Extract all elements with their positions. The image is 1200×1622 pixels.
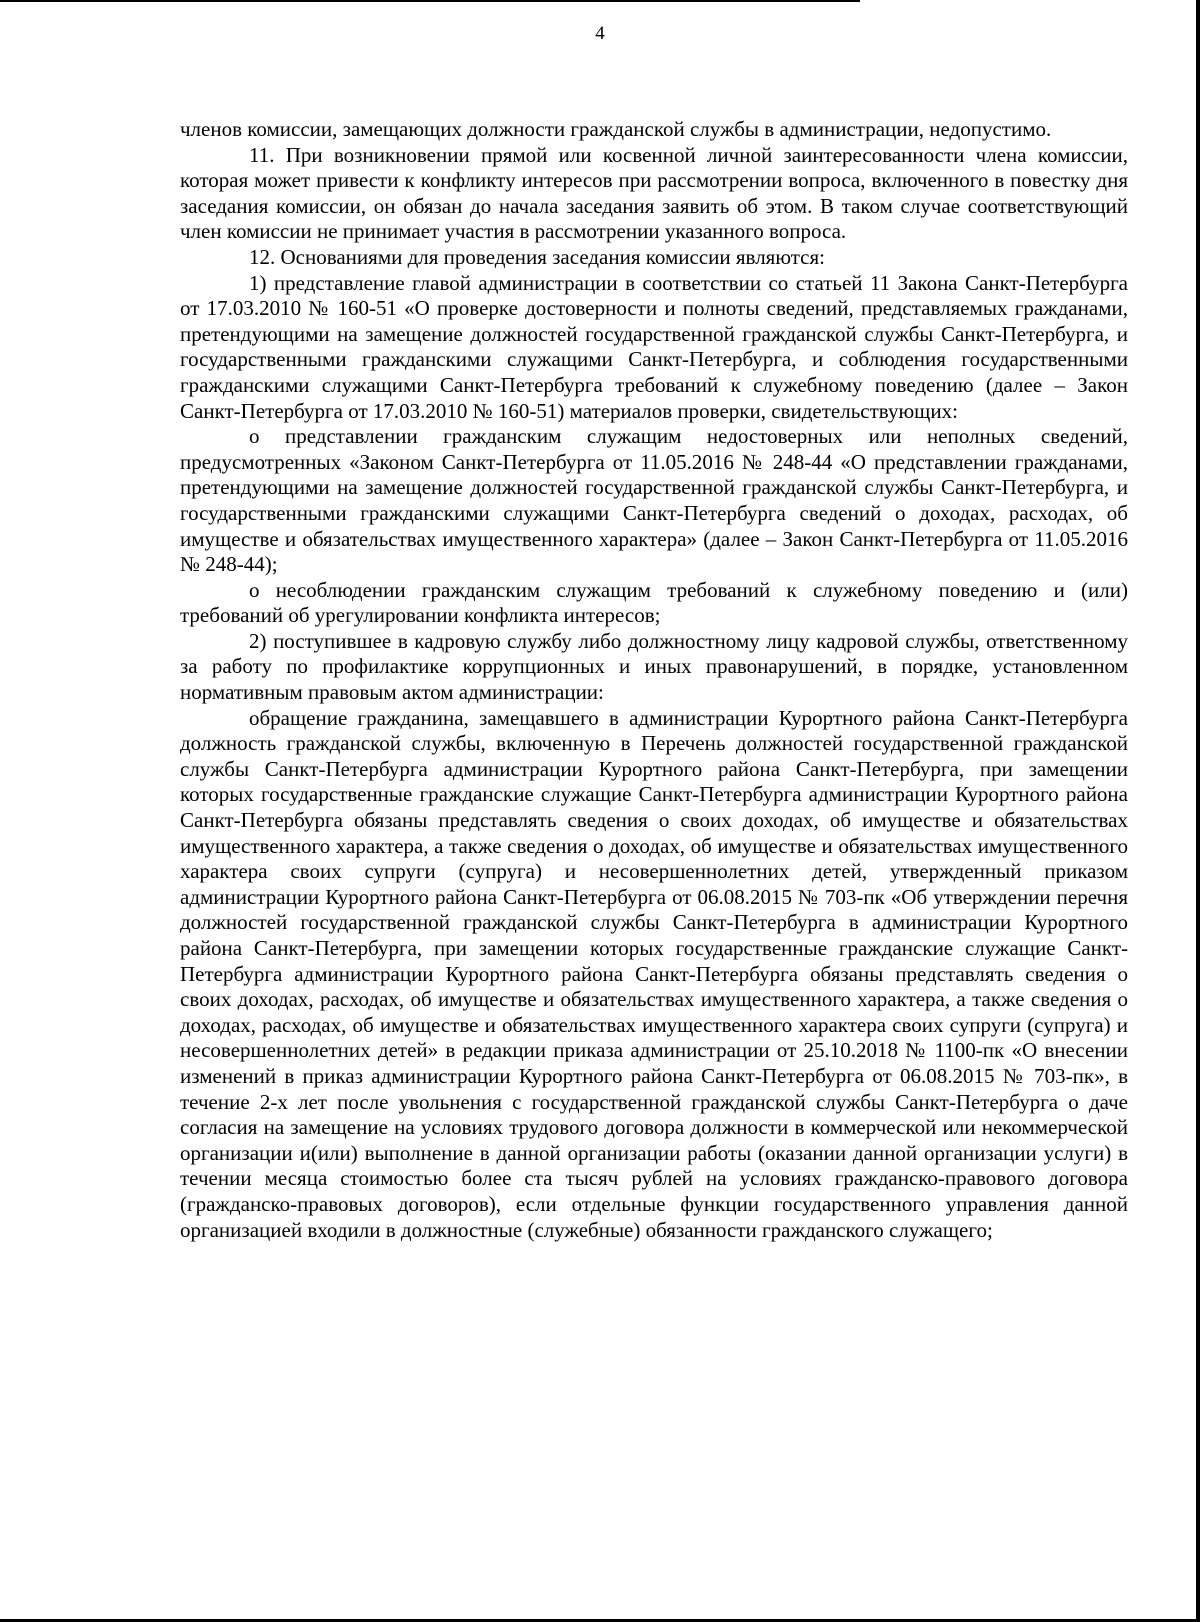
page-number: 4 (595, 23, 605, 44)
paragraph-item-12: 12. Основаниями для проведения заседания комиссии являются: (249, 244, 825, 269)
paragraph-subitem-1: 1) представление главой администрации в соответствии со статьей 11 Закона Санкт-Петербурга от 17.03.2010 № 160-51 «О проверке достоверности и полноты сведений, представляемых гражданами, претендующими на замещение должностей государственной гражданской службы Санкт-Петербурга, и государственными гражданскими служащими Санкт-Петербурга, и соблюдения государственными гражданскими служащими Санкт-Петербурга требований к служебному поведению (далее – Закон Санкт-Петербурга от 17.03.2010 № 160-51) материалов проверки, свидетельствующих: (180, 270, 1128, 423)
scan-top-edge-mark (0, 0, 860, 2)
paragraph-item-11: 11. При возникновении прямой или косвенной личной заинтересованности члена комиссии, которая может привести к конфликту интересов при рассмотрении вопроса, включенного в повестку дня заседания комиссии, он обязан до начала заседания заявить об этом. В таком случае соответствующий член комиссии не принимает участия в рассмотрении указанного вопроса. (180, 142, 1128, 244)
paragraph-citizen-appeal: обращение гражданина, замещавшего в администрации Курортного района Санкт-Петербурга должность гражданской службы, включенную в Перечень должностей государственной гражданской службы Санкт-Петербурга администрации Курортного района Санкт-Петербурга, при замещении которых государственные гражданские служащие Санкт-Петербурга администрации Курортного района Санкт-Петербурга обязаны представлять сведения о своих доходах, об имуществе и обязательствах имущественного характера, а также сведения о доходах, об имуществе и обязательствах имущественного характера своих супруги (супруга) и несовершеннолетних детей, утвержденный приказом администрации Курортного района Санкт-Петербурга от 06.08.2015 № 703-пк «Об утверждении перечня должностей государственной гражданской службы Санкт-Петербурга в администрации Курортного района Санкт-Петербурга, при замещении которых государственные гражданские служащие Санкт-Петербурга администрации Курортного района Санкт-Петербурга обязаны представлять сведения о своих доходах, расходах, об имуществе и обязательствах имущественного характера, а также сведения о доходах, расходах, об имуществе и обязательствах имущественного характера своих супруги (супруга) и несовершеннолетних детей» в редакции приказа администрации от 25.10.2018 № 1100-пк «О внесении изменений в приказ администрации Курортного района Санкт-Петербурга от 06.08.2015 № 703-пк», в течение 2-х лет после увольнения с государственной гражданской службы Санкт-Петербурга о даче согласия на замещение на условиях трудового договора должности в коммерческой или некоммерческой организации и(или) выполнение в данной организации работы (оказании данной организации услуги) в течении месяца стоимостью более ста тысяч рублей на условиях гражданско-правового договора (гражданско-правовых договоров), если отдельные функции государственного управления данной организацией входили в должностные (служебные) обязанности гражданского служащего; (180, 705, 1128, 1242)
paragraph-continuation: членов комиссии, замещающих должности гражданской службы в администрации, недопустимо. (180, 117, 1052, 141)
paragraph-noncompliance: о несоблюдении гражданским служащим требований к служебному поведению и (или) требований об урегулировании конфликта интересов; (180, 577, 1128, 628)
document-body (180, 117, 1128, 1243)
paragraph-false-information: о представлении гражданским служащим недостоверных или неполных сведений, предусмотренных «Законом Санкт-Петербурга от 11.05.2016 № 248-44 «О представлении гражданами, претендующими на замещение должностей государственной гражданской службы Санкт-Петербурга, и государственными гражданскими служащими Санкт-Петербурга сведений о доходах, расходах, об имуществе и обязательствах имущественного характера» (далее – Закон Санкт-Петербурга от 11.05.2016 № 248-44); (180, 424, 1128, 577)
scan-right-edge (1196, 0, 1200, 1622)
paragraph-subitem-2: 2) поступившее в кадровую службу либо должностному лицу кадровой службы, ответственному за работу по профилактике коррупционных и иных правонарушений, в порядке, установленном нормативным правовым актом администрации: (180, 628, 1128, 705)
